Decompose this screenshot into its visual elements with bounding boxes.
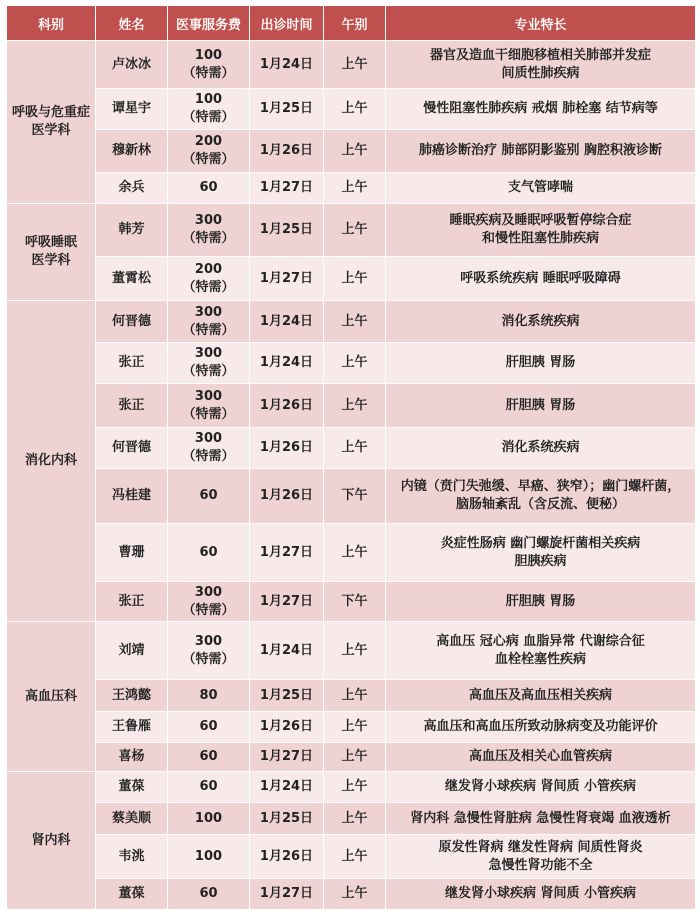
clinic-period: 上午	[324, 680, 386, 712]
specialty	[386, 428, 696, 469]
service-fee	[168, 41, 250, 89]
specialty	[386, 469, 696, 524]
doctor-name: 余兵	[96, 173, 168, 204]
service-fee	[168, 712, 250, 743]
clinic-date: 1月26日	[250, 712, 324, 743]
doctor-name: 刘靖	[96, 622, 168, 680]
specialty	[386, 712, 696, 743]
header-specialty: 专业特长	[386, 6, 696, 41]
table-row	[7, 712, 696, 743]
service-fee	[168, 803, 250, 835]
schedule-table	[6, 5, 696, 910]
service-fee	[168, 879, 250, 910]
fee-line: （特需）	[182, 651, 235, 667]
specialty-line: 继发肾小球疾病 肾间质 小管疾病	[444, 886, 637, 901]
doctor-name: 何晋德	[96, 428, 168, 469]
service-fee	[168, 582, 250, 622]
fee-line: 100	[194, 848, 223, 864]
doctor-name: 董葆	[96, 772, 168, 803]
doctor-name: 冯桂建	[96, 469, 168, 524]
specialty	[386, 41, 696, 89]
clinic-date: 1月24日	[250, 301, 324, 343]
specialty-line: 肝胆胰 胃肠	[505, 355, 576, 370]
specialty	[386, 130, 696, 173]
doctor-name: 何晋德	[96, 301, 168, 343]
specialty-line: 肝胆胰 胃肠	[505, 397, 576, 413]
dept-cell	[7, 301, 96, 622]
clinic-date: 1月27日	[250, 524, 324, 582]
clinic-period: 上午	[324, 130, 386, 173]
specialty	[386, 803, 696, 835]
service-fee	[168, 428, 250, 469]
specialty	[386, 384, 696, 428]
specialty	[386, 622, 696, 680]
fee-line: （特需）	[182, 110, 235, 125]
table-row	[7, 257, 696, 301]
service-fee	[168, 343, 250, 384]
service-fee	[168, 772, 250, 803]
fee-line: （特需）	[182, 602, 235, 618]
fee-line: （特需）	[182, 65, 235, 81]
header-dept: 科别	[7, 6, 96, 41]
header-fee: 医事服务费	[168, 6, 250, 41]
clinic-date: 1月27日	[250, 743, 324, 772]
header-row	[7, 6, 696, 41]
fee-line: 60	[199, 886, 218, 901]
fee-line: 60	[199, 749, 218, 764]
fee-line: 200	[194, 261, 223, 277]
table-row	[7, 428, 696, 469]
dept-cell	[7, 622, 96, 772]
header-name: 姓名	[96, 6, 168, 41]
fee-line: 300	[194, 431, 223, 446]
clinic-date: 1月24日	[250, 41, 324, 89]
table-row	[7, 622, 696, 680]
specialty-line: 继发肾小球疾病 肾间质 小管疾病	[444, 779, 637, 794]
service-fee	[168, 524, 250, 582]
clinic-period: 下午	[324, 469, 386, 524]
clinic-date: 1月25日	[250, 680, 324, 712]
specialty-line: 和慢性阻塞性肺疾病	[481, 231, 599, 246]
clinic-period: 上午	[324, 879, 386, 910]
table-row	[7, 41, 696, 89]
fee-line: 100	[194, 47, 223, 63]
doctor-name: 张正	[96, 384, 168, 428]
specialty	[386, 89, 696, 130]
fee-line: 60	[199, 488, 218, 503]
specialty-line: 脑肠轴紊乱（含反流、便秘）	[455, 497, 625, 512]
clinic-date: 1月25日	[250, 803, 324, 835]
service-fee	[168, 680, 250, 712]
specialty-line: 血栓栓塞性疾病	[494, 651, 586, 667]
clinic-period: 上午	[324, 772, 386, 803]
specialty	[386, 524, 696, 582]
fee-line: （特需）	[182, 231, 235, 246]
table-row	[7, 582, 696, 622]
specialty	[386, 582, 696, 622]
fee-line: 300	[194, 213, 223, 228]
doctor-name: 张正	[96, 582, 168, 622]
table-row	[7, 89, 696, 130]
clinic-date: 1月24日	[250, 343, 324, 384]
doctor-name: 谭星宇	[96, 89, 168, 130]
specialty-line: 炎症性肠病 幽门螺旋杆菌相关疾病	[440, 535, 641, 551]
clinic-date: 1月26日	[250, 835, 324, 879]
clinic-date: 1月27日	[250, 582, 324, 622]
clinic-period: 上午	[324, 743, 386, 772]
fee-line: （特需）	[182, 364, 235, 379]
fee-line: 300	[194, 304, 223, 320]
doctor-name: 韩芳	[96, 204, 168, 257]
clinic-date: 1月25日	[250, 204, 324, 257]
specialty-line: 消化系统疾病	[501, 313, 580, 329]
specialty-line: 肺癌诊断治疗 肺部阴影鉴别 胸腔积液诊断	[418, 143, 663, 158]
service-fee	[168, 469, 250, 524]
dept-label: 消化内科	[24, 453, 77, 468]
specialty	[386, 257, 696, 301]
fee-line: 60	[199, 544, 218, 560]
clinic-period: 上午	[324, 622, 386, 680]
specialty	[386, 343, 696, 384]
clinic-period: 上午	[324, 257, 386, 301]
fee-line: （特需）	[182, 449, 235, 464]
doctor-name: 董霄松	[96, 257, 168, 301]
dept-label: 高血压科	[24, 688, 77, 704]
specialty	[386, 680, 696, 712]
specialty-line: 原发性肾病 继发性肾病 间质性肾炎	[438, 839, 643, 855]
doctor-name: 卢冰冰	[96, 41, 168, 89]
clinic-date: 1月26日	[250, 130, 324, 173]
fee-line: （特需）	[182, 322, 235, 338]
service-fee	[168, 204, 250, 257]
service-fee	[168, 173, 250, 204]
table-row	[7, 835, 696, 879]
specialty	[386, 835, 696, 879]
fee-line: 300	[194, 388, 223, 404]
doctor-name: 穆新林	[96, 130, 168, 173]
clinic-period: 上午	[324, 428, 386, 469]
clinic-period: 上午	[324, 89, 386, 130]
clinic-date: 1月24日	[250, 772, 324, 803]
fee-line: 100	[194, 810, 223, 826]
header-date: 出诊时间	[250, 6, 324, 41]
clinic-period: 上午	[324, 712, 386, 743]
specialty-line: 肾内科 急慢性肾脏病 急慢性肾衰竭 血液透析	[410, 810, 671, 826]
table-row	[7, 743, 696, 772]
dept-cell	[7, 772, 96, 910]
doctor-name: 喜杨	[96, 743, 168, 772]
table-row	[7, 469, 696, 524]
dept-label: 肾内科	[31, 832, 71, 848]
table-row	[7, 524, 696, 582]
fee-line: 300	[194, 346, 223, 361]
dept-label: 呼吸与危重症	[11, 105, 90, 120]
clinic-date: 1月26日	[250, 469, 324, 524]
clinic-date: 1月26日	[250, 428, 324, 469]
specialty-line: 高血压和高血压所致动脉病变及功能评价	[423, 719, 658, 734]
header-period: 午别	[324, 6, 386, 41]
doctor-name: 曹珊	[96, 524, 168, 582]
table-row	[7, 772, 696, 803]
table-row	[7, 173, 696, 204]
table-row	[7, 803, 696, 835]
table-row	[7, 384, 696, 428]
specialty-line: 内镜（贲门失弛缓、早癌、狭窄）；幽门螺杆菌，	[400, 479, 681, 494]
specialty	[386, 204, 696, 257]
clinic-date: 1月27日	[250, 257, 324, 301]
fee-line: 200	[194, 134, 223, 149]
dept-cell	[7, 204, 96, 301]
service-fee	[168, 384, 250, 428]
clinic-date: 1月24日	[250, 622, 324, 680]
clinic-period: 下午	[324, 582, 386, 622]
dept-label: 呼吸睡眠	[24, 235, 77, 250]
clinic-period: 上午	[324, 803, 386, 835]
service-fee	[168, 301, 250, 343]
table-row	[7, 343, 696, 384]
clinic-period: 上午	[324, 301, 386, 343]
service-fee	[168, 743, 250, 772]
specialty-line: 器官及造血干细胞移植相关肺部并发症	[429, 47, 651, 63]
clinic-period: 上午	[324, 204, 386, 257]
specialty-line: 急慢性肾功能不全	[488, 857, 593, 873]
specialty-line: 肝胆胰 胃肠	[505, 593, 576, 609]
doctor-name: 韦洮	[96, 835, 168, 879]
fee-line: 60	[199, 180, 218, 195]
clinic-period: 上午	[324, 173, 386, 204]
doctor-name: 张正	[96, 343, 168, 384]
specialty	[386, 879, 696, 910]
fee-line: （特需）	[182, 406, 235, 422]
service-fee	[168, 130, 250, 173]
specialty	[386, 173, 696, 204]
specialty-line: 间质性肺疾病	[501, 65, 580, 81]
dept-cell	[7, 41, 96, 204]
specialty-line: 胆胰疾病	[514, 553, 567, 569]
fee-line: 60	[199, 779, 218, 794]
clinic-date: 1月27日	[250, 879, 324, 910]
specialty	[386, 743, 696, 772]
service-fee	[168, 89, 250, 130]
clinic-date: 1月27日	[250, 173, 324, 204]
dept-label: 医学科	[31, 253, 71, 268]
fee-line: 300	[194, 584, 223, 600]
service-fee	[168, 835, 250, 879]
clinic-period: 上午	[324, 524, 386, 582]
fee-line: 60	[199, 719, 218, 734]
service-fee	[168, 257, 250, 301]
specialty-line: 支气管哮喘	[507, 180, 573, 195]
service-fee	[168, 622, 250, 680]
clinic-date: 1月26日	[250, 384, 324, 428]
clinic-period: 上午	[324, 343, 386, 384]
table-row	[7, 130, 696, 173]
fee-line: （特需）	[182, 279, 235, 295]
specialty-line: 睡眠疾病及睡眠呼吸暂停综合症	[449, 213, 632, 228]
specialty-line: 高血压 冠心病 血脂异常 代谢综合征	[436, 633, 645, 649]
doctor-name: 王鲁雁	[96, 712, 168, 743]
specialty-line: 消化系统疾病	[501, 440, 580, 455]
fee-line: 300	[194, 633, 223, 649]
specialty	[386, 301, 696, 343]
specialty	[386, 772, 696, 803]
specialty-line: 高血压及相关心血管疾病	[468, 749, 612, 764]
clinic-date: 1月25日	[250, 89, 324, 130]
doctor-name: 王鸿懿	[96, 680, 168, 712]
specialty-line: 慢性阻塞性肺疾病 戒烟 肺栓塞 结节病等	[423, 101, 658, 116]
table-row	[7, 204, 696, 257]
table-row	[7, 680, 696, 712]
table-row	[7, 301, 696, 343]
clinic-period: 上午	[324, 384, 386, 428]
table-row	[7, 879, 696, 910]
fee-line: 100	[194, 92, 223, 107]
clinic-period: 上午	[324, 41, 386, 89]
clinic-period: 上午	[324, 835, 386, 879]
doctor-name: 董葆	[96, 879, 168, 910]
specialty-line: 呼吸系统疾病 睡眠呼吸障碍	[460, 270, 621, 286]
doctor-name: 蔡美顺	[96, 803, 168, 835]
fee-line: （特需）	[182, 152, 235, 167]
dept-label: 医学科	[31, 123, 71, 138]
fee-line: 80	[199, 687, 218, 703]
specialty-line: 高血压及高血压相关疾病	[468, 687, 612, 703]
